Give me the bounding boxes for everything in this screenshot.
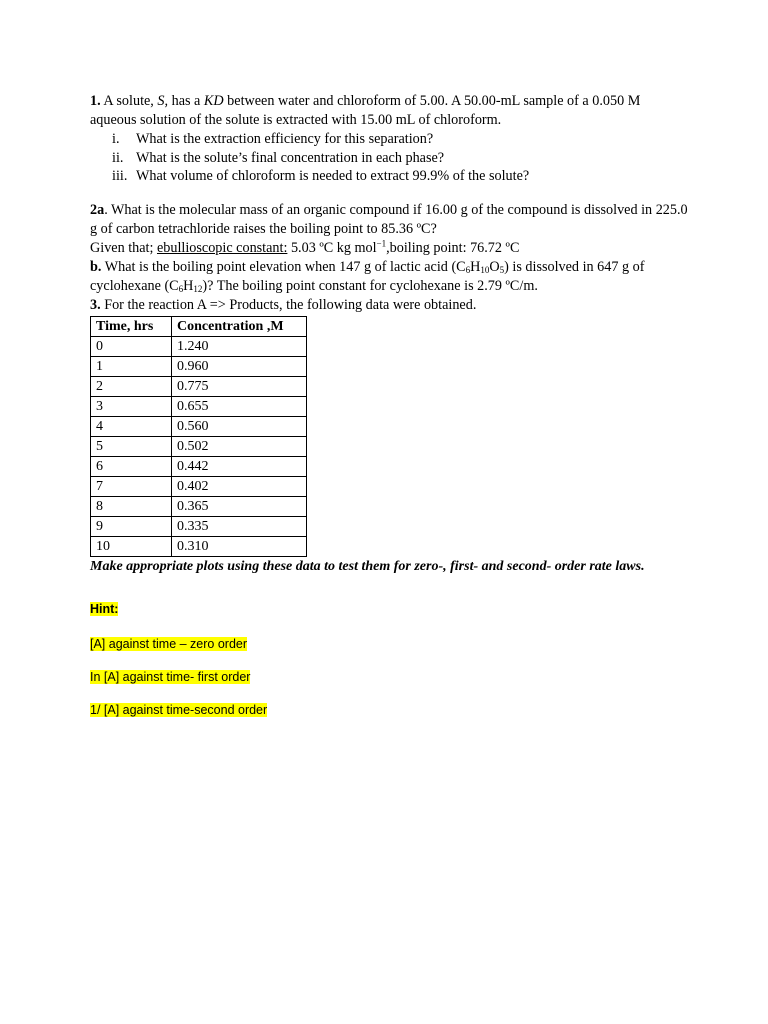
question-2a-label: 2a xyxy=(90,201,105,218)
question-1-text: A solute, xyxy=(100,93,158,109)
document-page xyxy=(90,92,690,720)
concentration-cell: 0.335 xyxy=(172,516,307,536)
concentration-cell: 0.502 xyxy=(172,436,307,456)
hint-section xyxy=(90,600,690,720)
table-row xyxy=(91,456,307,476)
time-cell: 4 xyxy=(91,416,172,436)
time-cell: 5 xyxy=(91,436,172,456)
table-row xyxy=(91,336,307,356)
hint-first-order: In [A] against time- first order xyxy=(90,669,251,684)
question-2b-label: b. xyxy=(90,258,102,275)
hint-title: Hint: xyxy=(90,601,119,616)
concentration-cell: 0.655 xyxy=(172,396,307,416)
time-cell: 8 xyxy=(91,496,172,516)
question-2b-text: H xyxy=(470,258,481,275)
question-1-text: has a xyxy=(168,93,204,109)
subscript: 12 xyxy=(193,283,203,294)
concentration-cell: 0.442 xyxy=(172,456,307,476)
question-2b-text: H xyxy=(183,277,194,294)
subscript: 5 xyxy=(499,264,505,275)
question-3-text: For the reaction A => Products, the following data were obtained. xyxy=(100,296,477,313)
list-item xyxy=(90,167,690,186)
question-1-number: 1. xyxy=(90,93,101,109)
table-row xyxy=(91,496,307,516)
question-2b-text: What is the boiling point elevation when 147 g of lactic acid (C xyxy=(101,258,466,275)
table-row xyxy=(91,516,307,536)
concentration-column-header: Concentration ,M xyxy=(172,316,307,336)
time-cell: 7 xyxy=(91,476,172,496)
question-2b-text: )? The boiling point constant for cyclohexane is 2.79 ºC/m. xyxy=(202,277,538,294)
question-2b xyxy=(90,258,690,296)
table-row xyxy=(91,436,307,456)
plot-instruction: Make appropriate plots using these data to test them for zero-, first- and second- order rate laws. xyxy=(90,558,645,574)
question-1-subquestions xyxy=(90,130,690,186)
question-3-number: 3. xyxy=(90,296,101,313)
concentration-cell: 0.310 xyxy=(172,536,307,556)
concentration-cell: 0.775 xyxy=(172,376,307,396)
table-header-row xyxy=(91,316,307,336)
boiling-point-given: ,boiling point: 76.72 ºC xyxy=(386,239,520,256)
concentration-cell: 0.365 xyxy=(172,496,307,516)
list-item xyxy=(90,149,690,168)
concentration-cell: 0.960 xyxy=(172,356,307,376)
given-prefix: Given that; xyxy=(90,239,157,256)
time-cell: 2 xyxy=(91,376,172,396)
table-row xyxy=(91,376,307,396)
solute-symbol: S, xyxy=(157,93,169,109)
subquestion-text: What volume of chloroform is needed to extract 99.9% of the solute? xyxy=(136,168,530,184)
ebullioscopic-constant-label: ebullioscopic constant: xyxy=(156,239,288,256)
concentration-cell: 0.402 xyxy=(172,476,307,496)
kinetics-data-table xyxy=(90,316,307,557)
subscript: 6 xyxy=(465,264,471,275)
unit-exponent: −1 xyxy=(376,237,387,248)
time-cell: 1 xyxy=(91,356,172,376)
subscript: 10 xyxy=(480,264,490,275)
subquestion-numeral: ii. xyxy=(112,149,124,166)
subquestion-numeral: iii. xyxy=(112,168,128,184)
question-2b-text: ) is dissolved in 647 g of cyclohexane (C xyxy=(90,258,645,294)
time-column-header: Time, hrs xyxy=(91,316,172,336)
table-row xyxy=(91,416,307,436)
list-item xyxy=(90,130,690,149)
subquestion-text: What is the extraction efficiency for this separation? xyxy=(136,131,434,147)
concentration-cell: 0.560 xyxy=(172,416,307,436)
question-2b-text: O xyxy=(489,258,500,275)
kd-symbol: KD xyxy=(203,93,224,109)
time-cell: 0 xyxy=(91,336,172,356)
time-cell: 6 xyxy=(91,456,172,476)
table-row xyxy=(91,476,307,496)
question-2a-text: . What is the molecular mass of an organic compound if 16.00 g of the compound is dissolved in 225.0 g of carbon tetrachloride raises the boiling point to 85.36 ºC? xyxy=(90,201,688,237)
question-3 xyxy=(90,296,690,315)
time-cell: 3 xyxy=(91,396,172,416)
ebullioscopic-constant-value: 5.03 ºC kg mol xyxy=(287,239,377,256)
time-cell: 9 xyxy=(91,516,172,536)
table-row xyxy=(91,356,307,376)
question-1 xyxy=(90,92,690,130)
time-cell: 10 xyxy=(91,536,172,556)
question-1-text: between water and chloroform of 5.00. A 50.00-mL sample of a 0.050 M aqueous solution of the solute is extracted with 15.00 mL of chloroform. xyxy=(90,93,641,128)
hint-zero-order: [A] against time – zero order xyxy=(90,636,248,651)
subquestion-text: What is the solute’s final concentration in each phase? xyxy=(136,149,445,166)
question-2a xyxy=(90,201,690,258)
subscript: 6 xyxy=(178,283,184,294)
subquestion-numeral: i. xyxy=(112,131,120,147)
hint-second-order: 1/ [A] against time-second order xyxy=(90,702,268,717)
concentration-cell: 1.240 xyxy=(172,336,307,356)
table-row xyxy=(91,536,307,556)
table-row xyxy=(91,396,307,416)
